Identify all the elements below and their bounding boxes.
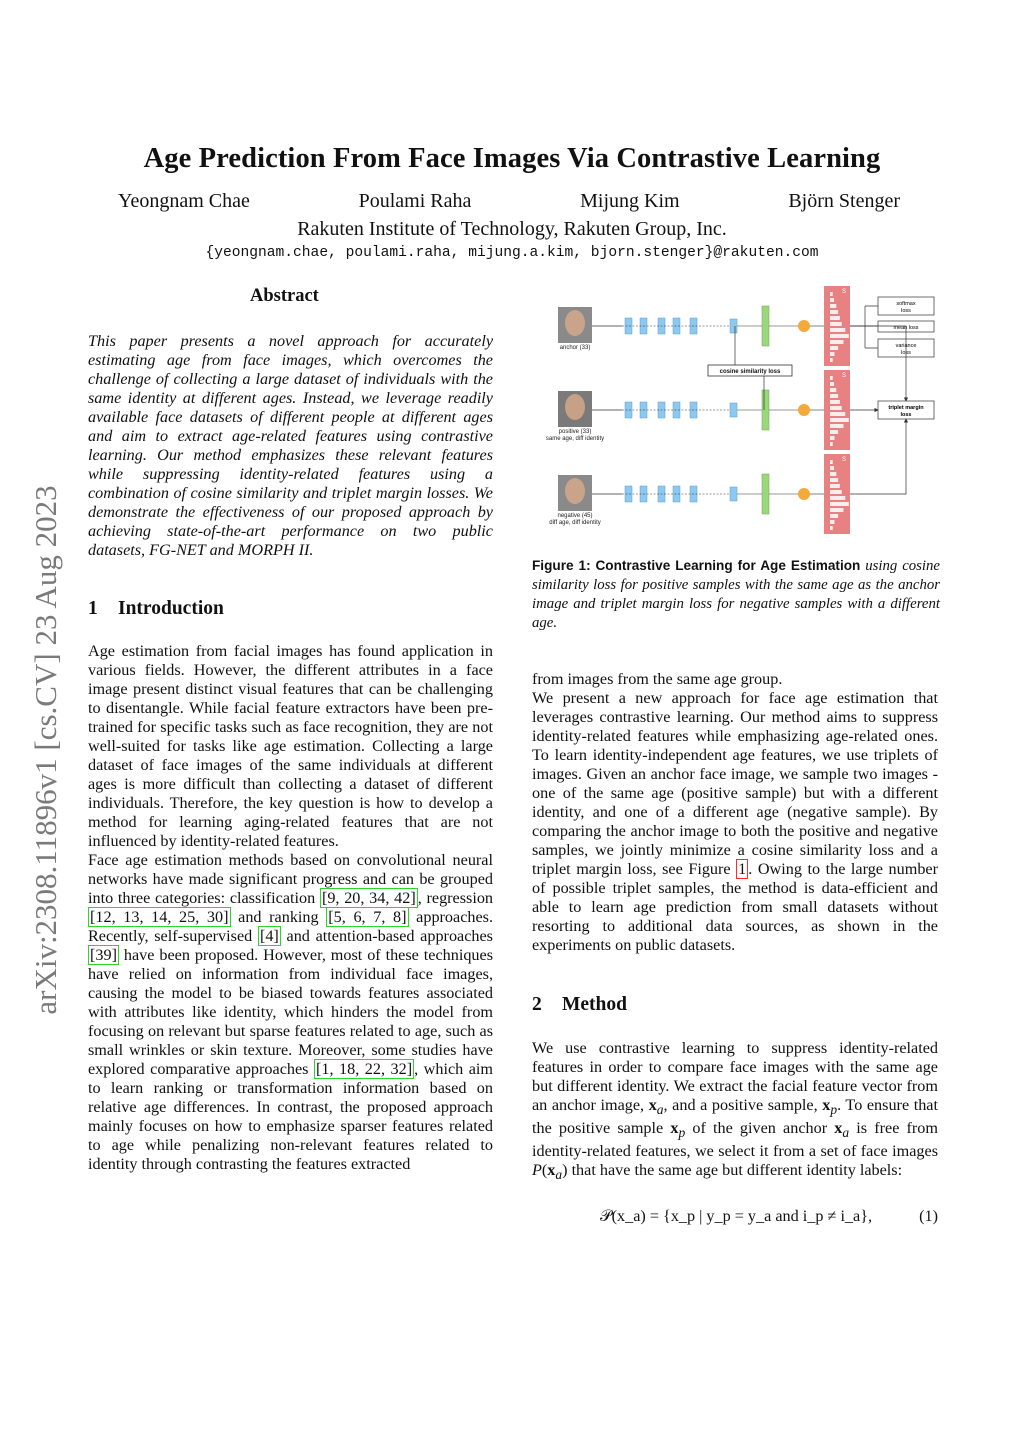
arxiv-sidebar bbox=[16, 440, 76, 1060]
histogram-bar bbox=[830, 442, 833, 446]
text-run: approaches. Recently, self-supervised bbox=[88, 908, 494, 945]
negative-label: negative (45) bbox=[557, 513, 593, 519]
math-x: x bbox=[547, 1161, 556, 1180]
histogram-bar bbox=[830, 346, 838, 350]
negative-sublabel: diff age, diff identity bbox=[549, 520, 601, 526]
fc-layer-block bbox=[762, 474, 769, 514]
negative-branch bbox=[549, 475, 600, 526]
s-label: S bbox=[842, 289, 847, 295]
text-run: , regression bbox=[417, 889, 494, 907]
histogram-bar bbox=[830, 520, 835, 524]
face-icon bbox=[565, 478, 585, 504]
author-1: Yeongnam Chae bbox=[118, 190, 250, 212]
section-title: Introduction bbox=[118, 598, 224, 619]
equation-expression: 𝒫(x_a) = {x_p | y_p = y_a and i_p ≠ i_a}, bbox=[600, 1207, 873, 1225]
histogram-bar bbox=[830, 376, 833, 380]
histogram-bar bbox=[830, 496, 845, 500]
math-x: x bbox=[822, 1096, 831, 1114]
text-run: and ranking bbox=[230, 908, 327, 926]
math-sub: a bbox=[555, 1167, 563, 1183]
histogram-bar bbox=[830, 310, 838, 314]
figure-label: Figure 1: bbox=[532, 558, 591, 573]
author-4: Björn Stenger bbox=[788, 190, 900, 212]
intro-paragraph-3: from images from the same age group. bbox=[532, 670, 783, 688]
histogram-bar bbox=[830, 340, 844, 344]
math-x: x bbox=[648, 1096, 657, 1114]
figure-1-diagram bbox=[530, 283, 940, 538]
affiliation: Rakuten Institute of Technology, Rakuten Group, Inc. bbox=[297, 218, 727, 240]
equation-number: (1) bbox=[919, 1207, 938, 1225]
text-run: . To ensure that the positive sample bbox=[532, 1096, 938, 1138]
histogram-bar bbox=[830, 352, 835, 356]
section-number: 2 bbox=[532, 994, 542, 1015]
histogram-bar bbox=[830, 382, 834, 386]
anchor-branch bbox=[558, 307, 592, 351]
intro-paragraph-1: Age estimation from facial images has found application in various fields. However, the different attributes in a face image present distinct visual features that can be challenging to disentangle. While facial feature extractors have been pre-trained for specific tasks such as face recognition, they are not well-suited for tasks like age estimation. Collecting a large dataset of face images of the same individuals at different ages is more difficult than collecting a dataset of different individuals. Therefore, the key question is how to develop a method for learning aging-related features that are not influenced by identity-related features. bbox=[88, 642, 493, 850]
s-label: S bbox=[842, 373, 847, 379]
positive-branch bbox=[546, 391, 604, 442]
histogram-bar bbox=[830, 526, 833, 530]
abstract-text: This paper presents a novel approach for accurately estimating age from face images, which overcomes the challenge of collecting a large dataset of individuals with the same identity at different ages. Instead, we leverage readily available face datasets of different people at different ages and aim to extract age-related features using contrastive learning. Our method emphasizes these relevant features while suppressing identity-related features using a combination of cosine similarity and triplet margin losses. We demonstrate the effectiveness of our proposed approach by achieving state-of-the-art performance on two public datasets, FG-NET and MORPH II. bbox=[88, 332, 493, 559]
histogram-bar bbox=[830, 460, 833, 464]
prob-to-loss-connectors bbox=[850, 306, 878, 348]
histogram-bar bbox=[830, 430, 838, 434]
figure-caption-text: using cosine similarity loss for positive samples with the same age as the anchor image and triplet margin loss for negative samples with a different age. bbox=[532, 558, 940, 631]
intro-paragraph-2 bbox=[88, 851, 493, 1174]
figure-1-caption bbox=[532, 556, 940, 633]
histogram-bar bbox=[830, 478, 838, 482]
face-icon bbox=[565, 310, 585, 336]
citation-link[interactable]: [9, 20, 34, 42] bbox=[321, 889, 416, 907]
histogram-bar bbox=[830, 322, 842, 326]
intro-body bbox=[88, 642, 493, 1174]
math-set-p: P bbox=[532, 1161, 542, 1180]
histogram-bar bbox=[830, 328, 845, 332]
author-emails: {yeongnam.chae, poulami.raha, mijung.a.kim, bjorn.stenger}@rakuten.com bbox=[205, 245, 819, 261]
math-sub: p bbox=[678, 1125, 686, 1141]
intro-heading bbox=[88, 598, 224, 620]
mean-loss-label: mean loss bbox=[893, 325, 919, 331]
text-run: and attention-based approaches bbox=[280, 927, 493, 945]
histogram-bar bbox=[830, 424, 844, 428]
section-number: 1 bbox=[88, 598, 98, 619]
variance-loss-label: variance bbox=[895, 343, 917, 349]
histogram-bar bbox=[830, 400, 840, 404]
intro-paragraph-4 bbox=[532, 689, 938, 955]
activation-icon bbox=[798, 320, 810, 332]
histogram-bar bbox=[830, 298, 834, 302]
histogram-bar bbox=[830, 490, 842, 494]
feature-block bbox=[730, 319, 737, 333]
histogram-bar bbox=[830, 292, 833, 296]
variance-loss-label-2: loss bbox=[901, 350, 911, 356]
histogram-bar bbox=[830, 358, 833, 362]
positive-sublabel: same age, diff identity bbox=[545, 436, 605, 442]
text-run: have been proposed. However, most of these techniques have relied on information from individual face images, causing the model to be biased towards features associated with attributes like identity, which hinders the model from focusing on relevant but sparse features related to age, such as small wrinkles or skin texture. Moreover, some studies have explored comparative approaches bbox=[88, 946, 493, 1078]
softmax-loss-label: softmax bbox=[896, 301, 916, 307]
activation-icon bbox=[798, 404, 810, 416]
section-title: Method bbox=[562, 994, 627, 1015]
abstract-heading: Abstract bbox=[250, 286, 319, 306]
histogram-bar bbox=[830, 304, 836, 308]
author-3: Mijung Kim bbox=[580, 190, 680, 212]
math-x: x bbox=[670, 1119, 679, 1138]
triplet-loss-label: triplet margin bbox=[888, 405, 924, 411]
histogram-bar bbox=[830, 394, 838, 398]
citation-link[interactable]: [1, 18, 22, 32] bbox=[315, 1060, 413, 1078]
method-heading bbox=[532, 994, 627, 1016]
math-x: x bbox=[834, 1119, 843, 1138]
histogram-bar bbox=[830, 436, 835, 440]
triplet-loss-label-2: loss bbox=[900, 412, 912, 418]
histogram-bar bbox=[830, 466, 834, 470]
method-paragraph: We use contrastive learning to suppress identity-related features in order to compare face images with the same age but different identity. We extract the facial feature vector from an anchor image, $x_a$, and a positive sample, $x_p$. To ensure that the positive sample $x_p$ of the given anchor $x_a$ is free from identity-related features, we select it from a set of face images $P(x_a)$ that have the same age but different identity labels: bbox=[532, 1039, 938, 1183]
text-run: . Owing to the large number of possible triplet samples, the method is data-efficient and able to learn age prediction from small datasets without resorting to additional data sources, as shown in the experiments on public datasets. bbox=[532, 860, 938, 954]
s-label: S bbox=[842, 457, 847, 463]
paper-title: Age Prediction From Face Images Via Contrastive Learning bbox=[143, 143, 881, 174]
negative-to-triplet-connector bbox=[850, 419, 906, 494]
histogram-bar bbox=[830, 502, 849, 506]
histogram-bar bbox=[830, 418, 849, 422]
math-sub: a bbox=[656, 1102, 664, 1118]
text-run: that have the same age but different identity labels: bbox=[567, 1161, 903, 1180]
text-run: We use contrastive learning to suppress identity-related features in order to compare face images with the same age but different identity. We extract the facial feature vector from an anchor image, bbox=[532, 1039, 938, 1114]
figure-title: Contrastive Learning for Age Estimation bbox=[595, 558, 861, 573]
network-rows bbox=[592, 286, 850, 534]
text-run: We present a new approach for face age estimation that leverages contrastive learning. Our method aims to suppress identity-related features while emphasizing age-related ones. To learn identity-independent age features, we use triplets of images. Given an anchor face image, we sample two images - one of the same age (positive sample) but with a different identity, and one of a different age (negative sample). By comparing the anchor image to both the positive and negative samples, we jointly minimize a cosine similarity loss and a triplet margin loss, see Figure bbox=[532, 689, 938, 878]
softmax-loss-label-2: loss bbox=[901, 308, 911, 314]
activation-icon bbox=[798, 488, 810, 500]
histogram-bar bbox=[830, 484, 840, 488]
anchor-label: anchor (33) bbox=[559, 345, 591, 351]
math-sub: p bbox=[830, 1102, 838, 1118]
histogram-bar bbox=[830, 334, 849, 338]
author-list bbox=[118, 190, 900, 213]
intro-continued bbox=[532, 670, 938, 955]
text-run: is free from identity-related features, we select it from a set of face images bbox=[532, 1119, 938, 1161]
fc-layer-block bbox=[762, 390, 769, 430]
positive-label: positive (33) bbox=[558, 429, 592, 435]
histogram-bar bbox=[830, 514, 838, 518]
citation-link[interactable]: [5, 6, 7, 8] bbox=[328, 908, 407, 926]
text-run: , which aim to learn ranking or transformation information based on relative age differences. In contrast, the proposed approach mainly focuses on how to emphasize sparser features related to age while penalizing non-relevant features related to identity through contrasting the features extracted bbox=[88, 1060, 494, 1173]
histogram-bar bbox=[830, 406, 842, 410]
citation-link[interactable]: [4] bbox=[259, 927, 279, 945]
histogram-bar bbox=[830, 508, 844, 512]
figure-reference-link[interactable]: 1 bbox=[738, 860, 747, 878]
feature-block bbox=[730, 487, 737, 501]
text-run: of the given anchor bbox=[685, 1119, 835, 1138]
text-run: Face age estimation methods based on convolutional neural networks have made significant progress and can be grouped into three categories: classification bbox=[88, 851, 493, 907]
cosine-loss-label: cosine similarity loss bbox=[719, 369, 781, 375]
histogram-bar bbox=[830, 472, 836, 476]
histogram-bar bbox=[830, 316, 840, 320]
anchor-to-triplet-connector bbox=[850, 326, 906, 401]
fc-layer-block bbox=[762, 306, 769, 346]
histogram-bar bbox=[830, 388, 836, 392]
arxiv-id: arXiv:2308.11896v1 [cs.CV] 23 Aug 2023 bbox=[28, 485, 63, 1015]
face-icon bbox=[565, 394, 585, 420]
math-sub: a bbox=[842, 1125, 850, 1141]
histogram-bar bbox=[830, 412, 845, 416]
citation-link[interactable]: [12, 13, 14, 25, 30] bbox=[90, 908, 229, 926]
author-2: Poulami Raha bbox=[358, 190, 472, 212]
feature-block bbox=[730, 403, 737, 417]
text-run: , and a positive sample, bbox=[663, 1096, 823, 1114]
citation-link[interactable]: [39] bbox=[90, 946, 117, 964]
